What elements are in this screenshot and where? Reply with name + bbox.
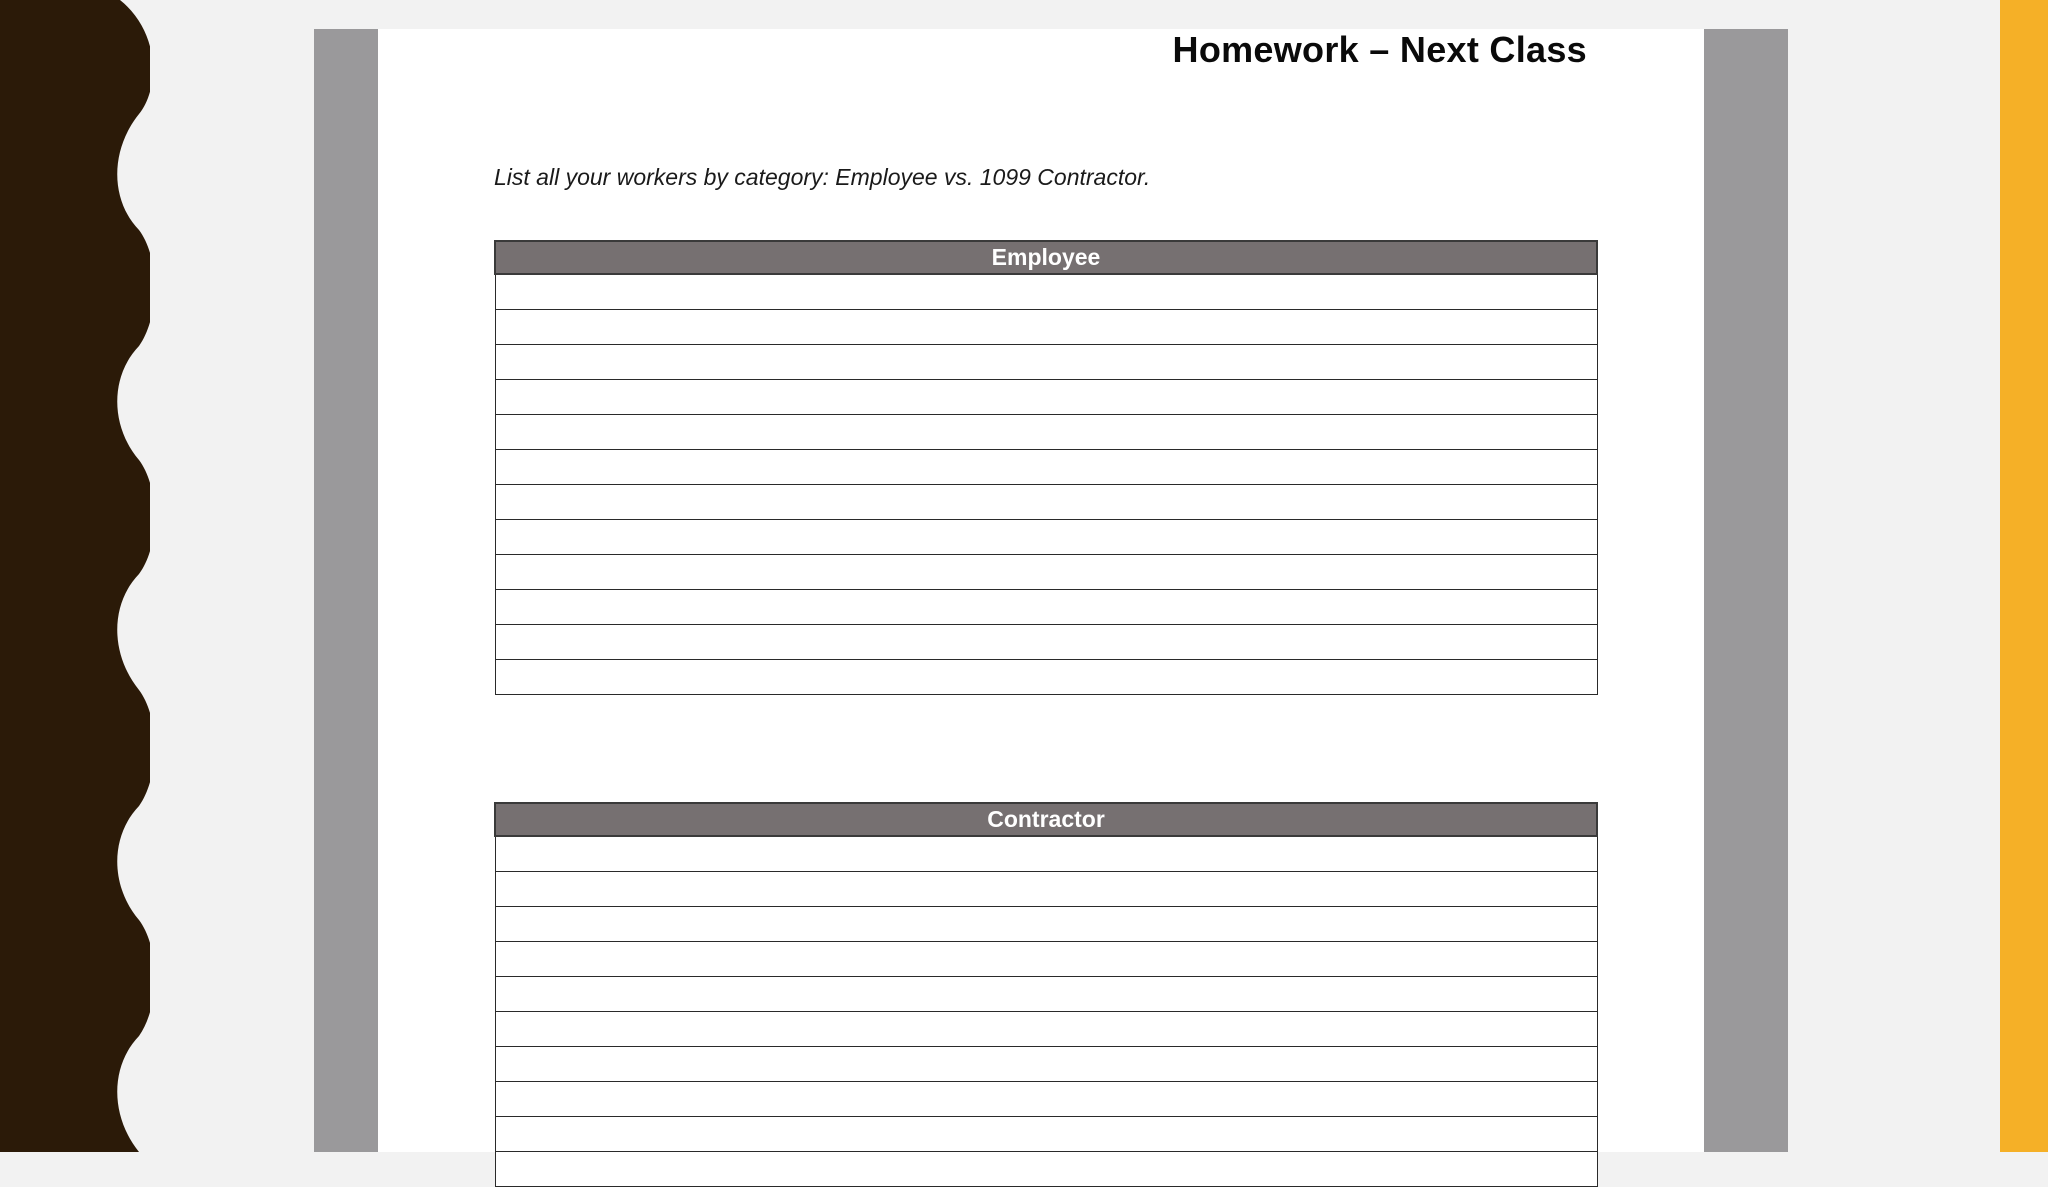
table-cell[interactable] xyxy=(495,942,1597,977)
table-row xyxy=(495,836,1597,872)
table-cell[interactable] xyxy=(495,872,1597,907)
table-row xyxy=(495,310,1597,345)
table-row xyxy=(495,345,1597,380)
table-cell[interactable] xyxy=(495,1012,1597,1047)
table-cell[interactable] xyxy=(495,380,1597,415)
table-cell[interactable] xyxy=(495,450,1597,485)
table-cell[interactable] xyxy=(495,310,1597,345)
table-row xyxy=(495,942,1597,977)
employee-table-header: Employee xyxy=(495,241,1597,274)
table-cell[interactable] xyxy=(495,625,1597,660)
table-cell[interactable] xyxy=(495,345,1597,380)
contractor-table-header: Contractor xyxy=(495,803,1597,836)
table-row xyxy=(495,907,1597,942)
table-cell[interactable] xyxy=(495,1047,1597,1082)
table-row xyxy=(495,1152,1597,1187)
table-cell[interactable] xyxy=(495,520,1597,555)
left-wavy-edge-decoration xyxy=(0,0,150,1152)
right-accent-stripe xyxy=(2000,0,2048,1152)
document-page xyxy=(378,29,1704,1152)
table-row xyxy=(495,274,1597,310)
table-row xyxy=(495,555,1597,590)
table-cell[interactable] xyxy=(495,555,1597,590)
table-cell[interactable] xyxy=(495,274,1597,310)
table-row xyxy=(495,872,1597,907)
table-cell[interactable] xyxy=(495,836,1597,872)
table-row xyxy=(495,1082,1597,1117)
table-row xyxy=(495,1012,1597,1047)
table-row xyxy=(495,1047,1597,1082)
table-row xyxy=(495,485,1597,520)
table-row xyxy=(495,415,1597,450)
table-cell[interactable] xyxy=(495,590,1597,625)
table-cell[interactable] xyxy=(495,977,1597,1012)
table-cell[interactable] xyxy=(495,415,1597,450)
contractor-table xyxy=(494,802,1598,1187)
page-title: Homework – Next Class xyxy=(1172,29,1587,70)
table-row xyxy=(495,977,1597,1012)
table-row xyxy=(495,660,1597,695)
table-row xyxy=(495,450,1597,485)
table-row xyxy=(495,520,1597,555)
table-cell[interactable] xyxy=(495,1082,1597,1117)
table-cell[interactable] xyxy=(495,1117,1597,1152)
table-cell[interactable] xyxy=(495,1152,1597,1187)
instruction-text: List all your workers by category: Employee vs. 1099 Contractor. xyxy=(494,164,1151,190)
table-cell[interactable] xyxy=(495,660,1597,695)
table-row xyxy=(495,380,1597,415)
table-row xyxy=(495,1117,1597,1152)
table-cell[interactable] xyxy=(495,485,1597,520)
table-row xyxy=(495,590,1597,625)
table-cell[interactable] xyxy=(495,907,1597,942)
table-row xyxy=(495,625,1597,660)
document-viewer xyxy=(314,29,1788,1152)
employee-table xyxy=(494,240,1598,695)
